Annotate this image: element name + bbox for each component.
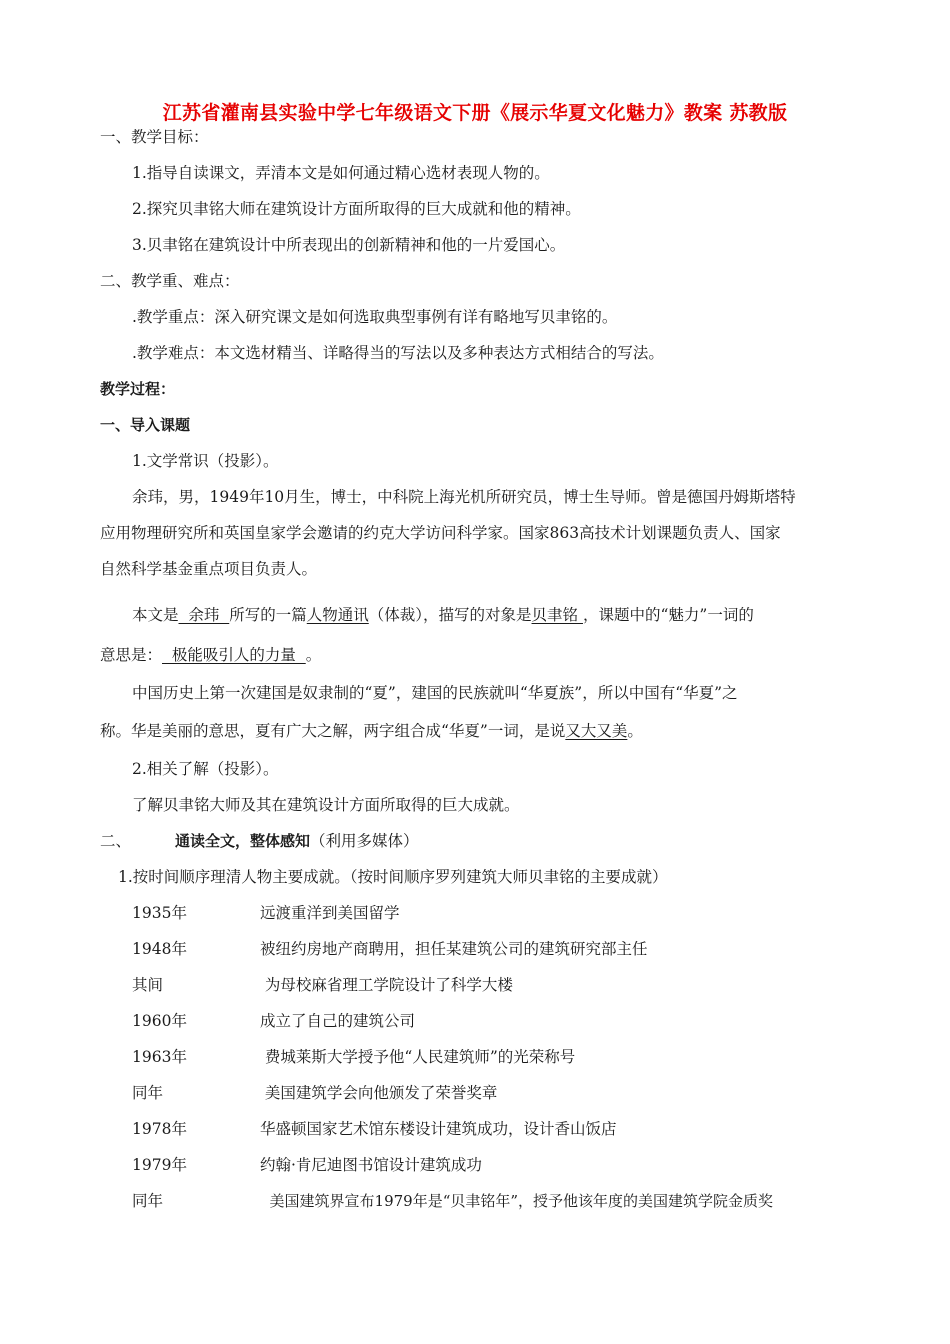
timeline-year: 同年 <box>132 1192 164 1210</box>
keypoint-item: .教学难点：本文选材精当、详略得当的写法以及多种表达方式相结合的写法。 <box>132 344 664 362</box>
fill-text: （体裁），描写的对象是 <box>368 606 532 624</box>
section-two-num: 二、 <box>100 832 132 850</box>
huaxia-answer: 又大又美 <box>565 722 628 740</box>
related-text: 了解贝聿铭大师及其在建筑设计方面所取得的巨大成就。 <box>132 796 520 814</box>
document-title: 江苏省灌南县实验中学七年级语文下册《展示华夏文化魅力》教案 苏教版 <box>162 102 788 124</box>
huaxia-line: 中国历史上第一次建国是奴隶制的“夏”，建国的民族就叫“华夏族”，所以中国有“华夏”之 <box>132 684 738 702</box>
huaxia-text: 称。华是美丽的意思，夏有广大之解，两字组合成“华夏”一词，是说 <box>100 722 566 740</box>
timeline-year: 1978年 <box>132 1120 187 1138</box>
huaxia-line <box>100 720 643 742</box>
timeline-event: 被纽约房地产商聘用，担任某建筑公司的建筑研究部主任 <box>260 940 648 958</box>
fill-answer-meaning: 极能吸引人的力量 <box>162 646 306 664</box>
fill-text: 所写的一篇 <box>229 606 307 624</box>
timeline-event: 美国建筑界宣布1979年是“贝聿铭年”，授予他该年度的美国建筑学院金质奖 <box>260 1192 774 1210</box>
intro-heading: 一、导入课题 <box>100 416 191 434</box>
fill-text: 。 <box>305 646 322 664</box>
fill-in-line-2 <box>100 644 321 666</box>
related-label: 2.相关了解（投影）。 <box>132 760 279 778</box>
timeline-intro: 1.按时间顺序理清人物主要成就。（按时间顺序罗列建筑大师贝聿铭的主要成就） <box>118 868 668 886</box>
author-bio-line: 应用物理研究所和英国皇家学会邀请的约克大学访问科学家。国家863高技术计划课题负责人、国家 <box>100 524 781 542</box>
author-bio-line: 自然科学基金重点项目负责人。 <box>100 560 318 578</box>
timeline-event: 美国建筑学会向他颁发了荣誉奖章 <box>260 1084 498 1102</box>
goal-item: 3.贝聿铭在建筑设计中所表现出的创新精神和他的一片爱国心。 <box>132 236 566 254</box>
timeline-event: 约翰·肯尼迪图书馆设计建筑成功 <box>260 1156 482 1174</box>
section-two-bold: 通读全文，整体感知 <box>175 832 311 850</box>
timeline-year: 1948年 <box>132 940 187 958</box>
fill-answer-author: 余玮 <box>178 606 230 624</box>
keypoint-item: .教学重点：深入研究课文是如何选取典型事例有详有略地写贝聿铭的。 <box>132 308 618 326</box>
fill-in-line-1 <box>132 604 754 626</box>
fill-text: 本文是 <box>132 606 179 624</box>
timeline-event: 华盛顿国家艺术馆东楼设计建筑成功，设计香山饭店 <box>260 1120 617 1138</box>
timeline-event: 远渡重洋到美国留学 <box>260 904 400 922</box>
section-two-heading <box>100 830 419 852</box>
lit-knowledge-label: 1.文学常识（投影）。 <box>132 452 279 470</box>
timeline-year: 1979年 <box>132 1156 187 1174</box>
fill-text: ，课题中的“魅力”一词的 <box>582 606 754 624</box>
timeline-year: 其间 <box>132 976 164 994</box>
process-heading: 教学过程： <box>100 380 176 398</box>
author-bio-line: 余玮，男，1949年10月生，博士，中科院上海光机所研究员，博士生导师。曾是德国丹姆斯塔特 <box>132 488 796 506</box>
fill-answer-subject: 贝聿铭 <box>531 606 583 624</box>
timeline-year: 1963年 <box>132 1048 187 1066</box>
timeline-year: 1960年 <box>132 1012 187 1030</box>
keypoints-heading: 二、教学重、难点： <box>100 272 240 290</box>
timeline-event: 费城莱斯大学授予他“人民建筑师”的光荣称号 <box>260 1048 576 1066</box>
huaxia-text: 。 <box>627 722 643 740</box>
timeline-year: 同年 <box>132 1084 164 1102</box>
fill-answer-genre: 人物通讯 <box>306 606 369 624</box>
goal-item: 2.探究贝聿铭大师在建筑设计方面所取得的巨大成就和他的精神。 <box>132 200 581 218</box>
timeline-event: 成立了自己的建筑公司 <box>260 1012 416 1030</box>
timeline-event: 为母校麻省理工学院设计了科学大楼 <box>260 976 513 994</box>
goal-item: 1.指导自读课文，弄清本文是如何通过精心选材表现人物的。 <box>132 164 550 182</box>
fill-text: 意思是： <box>100 646 163 664</box>
section-two-rest: （利用多媒体） <box>310 832 419 850</box>
goals-heading: 一、教学目标： <box>100 128 209 146</box>
timeline-year: 1935年 <box>132 904 187 922</box>
